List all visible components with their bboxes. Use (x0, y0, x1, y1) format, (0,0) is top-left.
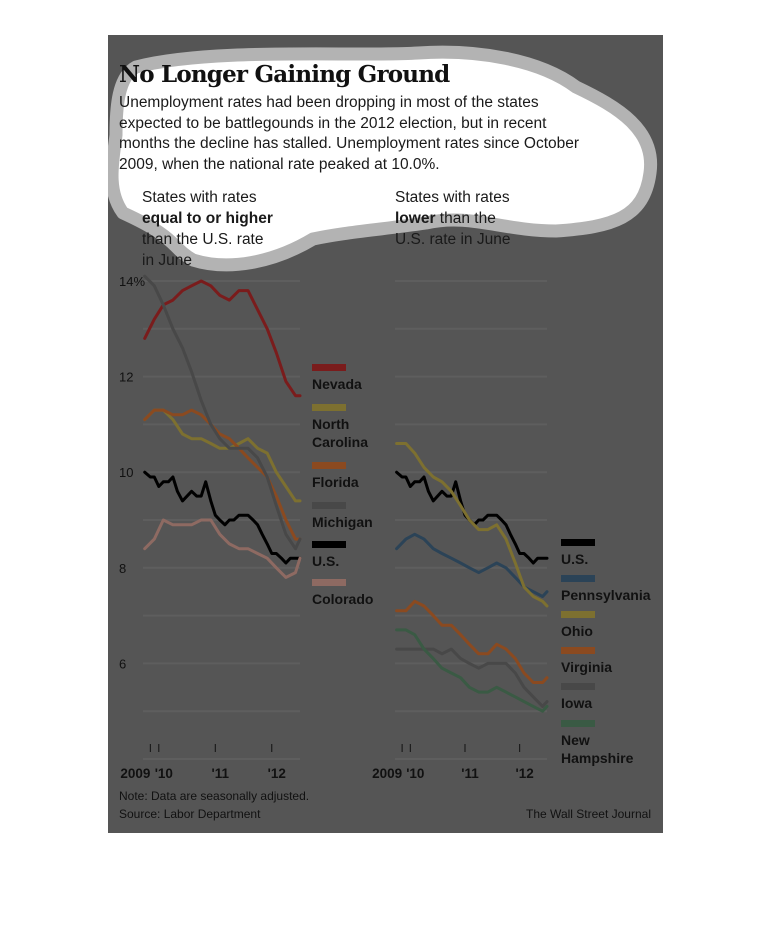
legend-label: Iowa (561, 695, 593, 711)
x-tick-label: '11 (211, 766, 230, 781)
y-tick-label: 14% (119, 274, 146, 289)
legend-swatch (312, 541, 346, 548)
y-tick-label: 12 (119, 369, 134, 385)
x-tick-label: '12 (515, 766, 534, 781)
left-heading-line-3: than the U.S. rate (142, 231, 264, 248)
x-tick-label: '10 (406, 766, 425, 781)
right-heading-line-3: U.S. rate in June (395, 231, 511, 248)
legend-label-line: North (312, 416, 350, 432)
chart-panel-2 (372, 281, 651, 781)
legend-swatch (561, 647, 595, 654)
chart-panel-1 (119, 274, 373, 781)
right-heading-bold: lower (395, 210, 436, 227)
line-charts (108, 35, 663, 833)
chart-card (108, 35, 663, 833)
left-heading-line-4: in June (142, 252, 192, 269)
x-tick-label: '11 (461, 766, 479, 781)
legend-label (561, 732, 634, 766)
legend-label-line: New (561, 732, 590, 748)
x-tick-label: '10 (154, 766, 173, 781)
y-tick-label: 8 (119, 560, 127, 576)
legend-label: Pennsylvania (561, 587, 651, 603)
left-heading-line-2: equal to or higher (142, 210, 273, 227)
legend-label: U.S. (312, 553, 340, 569)
x-tick-label: '12 (267, 766, 286, 781)
legend-swatch (561, 575, 595, 582)
y-tick-label: 6 (119, 656, 127, 672)
legend-label: Virginia (561, 659, 613, 675)
legend-swatch (561, 611, 595, 618)
legend-label: Nevada (312, 376, 362, 392)
source-line: Source: Labor Department (119, 807, 261, 821)
legend-label (312, 416, 368, 450)
legend-swatch (561, 720, 595, 727)
right-heading-mid: than the (435, 210, 496, 227)
legend-swatch (312, 579, 346, 586)
legend-label: Colorado (312, 591, 374, 607)
right-heading-line-1: States with rates (395, 189, 510, 206)
legend-swatch (312, 364, 346, 371)
chart-subtitle: Unemployment rates had been dropping in most of the states expected to be battlegounds in the 2012 election, but in recent months the decline has stalled. Unemployment rates since October 2009, when the national rate peaked at 10.0%. (119, 94, 580, 174)
footnote: Note: Data are seasonally adjusted. (119, 789, 310, 803)
legend-swatch (312, 462, 346, 469)
legend-label-line: Hampshire (561, 750, 634, 766)
left-heading-line-1: States with rates (142, 189, 257, 206)
legend-label: Florida (312, 474, 359, 490)
credit-line: The Wall Street Journal (526, 807, 651, 821)
legend-label: Michigan (312, 514, 373, 530)
chart-title: No Longer Gaining Ground (119, 61, 450, 88)
legend-swatch (561, 539, 595, 546)
legend-swatch (312, 502, 346, 509)
legend-label: U.S. (561, 551, 589, 567)
x-tick-label: 2009 (120, 766, 151, 781)
legend-label-line: Carolina (312, 434, 369, 450)
legend-label: Ohio (561, 623, 593, 639)
legend-swatch (312, 404, 346, 411)
legend-swatch (561, 683, 595, 690)
x-tick-label: 2009 (372, 766, 403, 781)
y-tick-label: 10 (119, 465, 134, 481)
